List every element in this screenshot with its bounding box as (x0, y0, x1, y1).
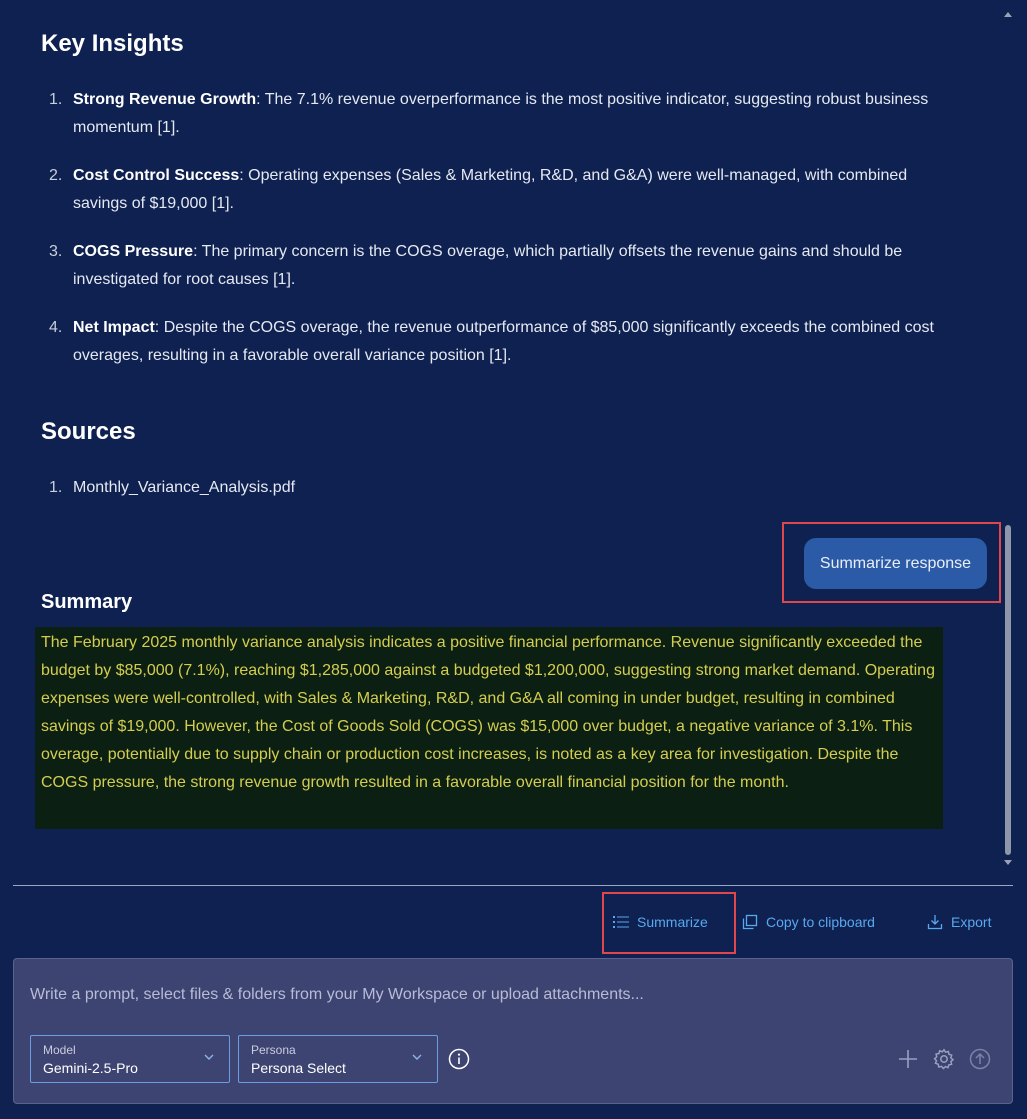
add-icon[interactable] (898, 1049, 918, 1069)
info-icon[interactable] (448, 1048, 470, 1070)
prompt-area[interactable] (13, 958, 1013, 1104)
scrollbar-thumb[interactable] (1005, 525, 1011, 855)
summarize-response-highlight (782, 522, 1001, 603)
source-file-link[interactable]: Monthly_Variance_Analysis.pdf (73, 479, 296, 496)
persona-select[interactable] (238, 1035, 438, 1083)
list-icon (613, 915, 629, 929)
summarize-label: Summarize (637, 914, 708, 930)
insight-text: : The primary concern is the COGS overage, which partially offsets the revenue gains and should be investigated for root causes [1]. (73, 243, 903, 288)
list-number: 1. (49, 91, 63, 108)
copy-label: Copy to clipboard (766, 914, 875, 930)
scroll-down-arrow[interactable] (1004, 860, 1012, 865)
list-number: 3. (49, 243, 63, 260)
insight-title: Strong Revenue Growth (73, 91, 257, 108)
model-select-label: Model (43, 1043, 76, 1057)
response-actions (0, 892, 1027, 952)
insight-title: COGS Pressure (73, 243, 194, 260)
insight-title: Net Impact (73, 319, 155, 336)
sources-heading: Sources (41, 418, 136, 445)
model-select-value: Gemini-2.5-Pro (43, 1060, 138, 1076)
summarize-button[interactable] (613, 892, 708, 952)
summary-heading: Summary (41, 591, 133, 613)
summary-text: The February 2025 monthly variance analysis indicates a positive financial performance. Revenue significantly exceeded the budget by $85,000 (7.1%), reaching $1,285,000 against a budgeted $1,200,000, suggesting strong market demand. Operating expenses were well-controlled, with Sales & Marketing, R&D, and G&A all coming in under budget, resulting in combined savings of $19,000. However, the Cost of Goods Sold (COGS) was $15,000 over budget, a negative variance of 3.1%. This overage, potentially due to supply chain or production cost increases, is noted as a key area for investigation. Despite the COGS pressure, the strong revenue growth resulted in a favorable overall financial position for the month. (35, 627, 943, 829)
insight-text: : Operating expenses (Sales & Marketing, R&D, and G&A) were well-managed, with combined savings of $19,000 [1]. (73, 167, 908, 212)
key-insights-heading: Key Insights (41, 30, 184, 57)
export-label: Export (951, 914, 992, 930)
insight-text: : Despite the COGS overage, the revenue outperformance of $85,000 significantly exceeds the combined cost overages, resulting in a favorable overall variance position [1]. (73, 319, 934, 364)
scrollbar[interactable] (1003, 10, 1013, 870)
persona-select-value: Persona Select (251, 1060, 346, 1076)
summarize-response-button[interactable]: Summarize response (804, 538, 987, 589)
list-number: 2. (49, 167, 63, 184)
copy-icon (742, 914, 758, 930)
model-select[interactable] (30, 1035, 230, 1083)
insight-title: Cost Control Success (73, 167, 240, 184)
chevron-down-icon (411, 1053, 423, 1061)
export-button[interactable] (927, 892, 991, 952)
insight-text: : The 7.1% revenue overperformance is the most positive indicator, suggesting robust business momentum [1]. (73, 91, 929, 136)
chevron-down-icon (203, 1053, 215, 1061)
send-icon[interactable] (969, 1048, 991, 1070)
scroll-up-arrow[interactable] (1004, 12, 1012, 17)
prompt-input[interactable]: Write a prompt, select files & folders from your My Workspace or upload attachments... (30, 986, 644, 1003)
list-number: 1. (49, 479, 63, 496)
list-number: 4. (49, 319, 63, 336)
download-icon (927, 914, 943, 930)
copy-to-clipboard-button[interactable] (742, 892, 875, 952)
gear-icon[interactable] (933, 1048, 955, 1070)
divider (13, 885, 1013, 886)
persona-select-label: Persona (251, 1043, 296, 1057)
